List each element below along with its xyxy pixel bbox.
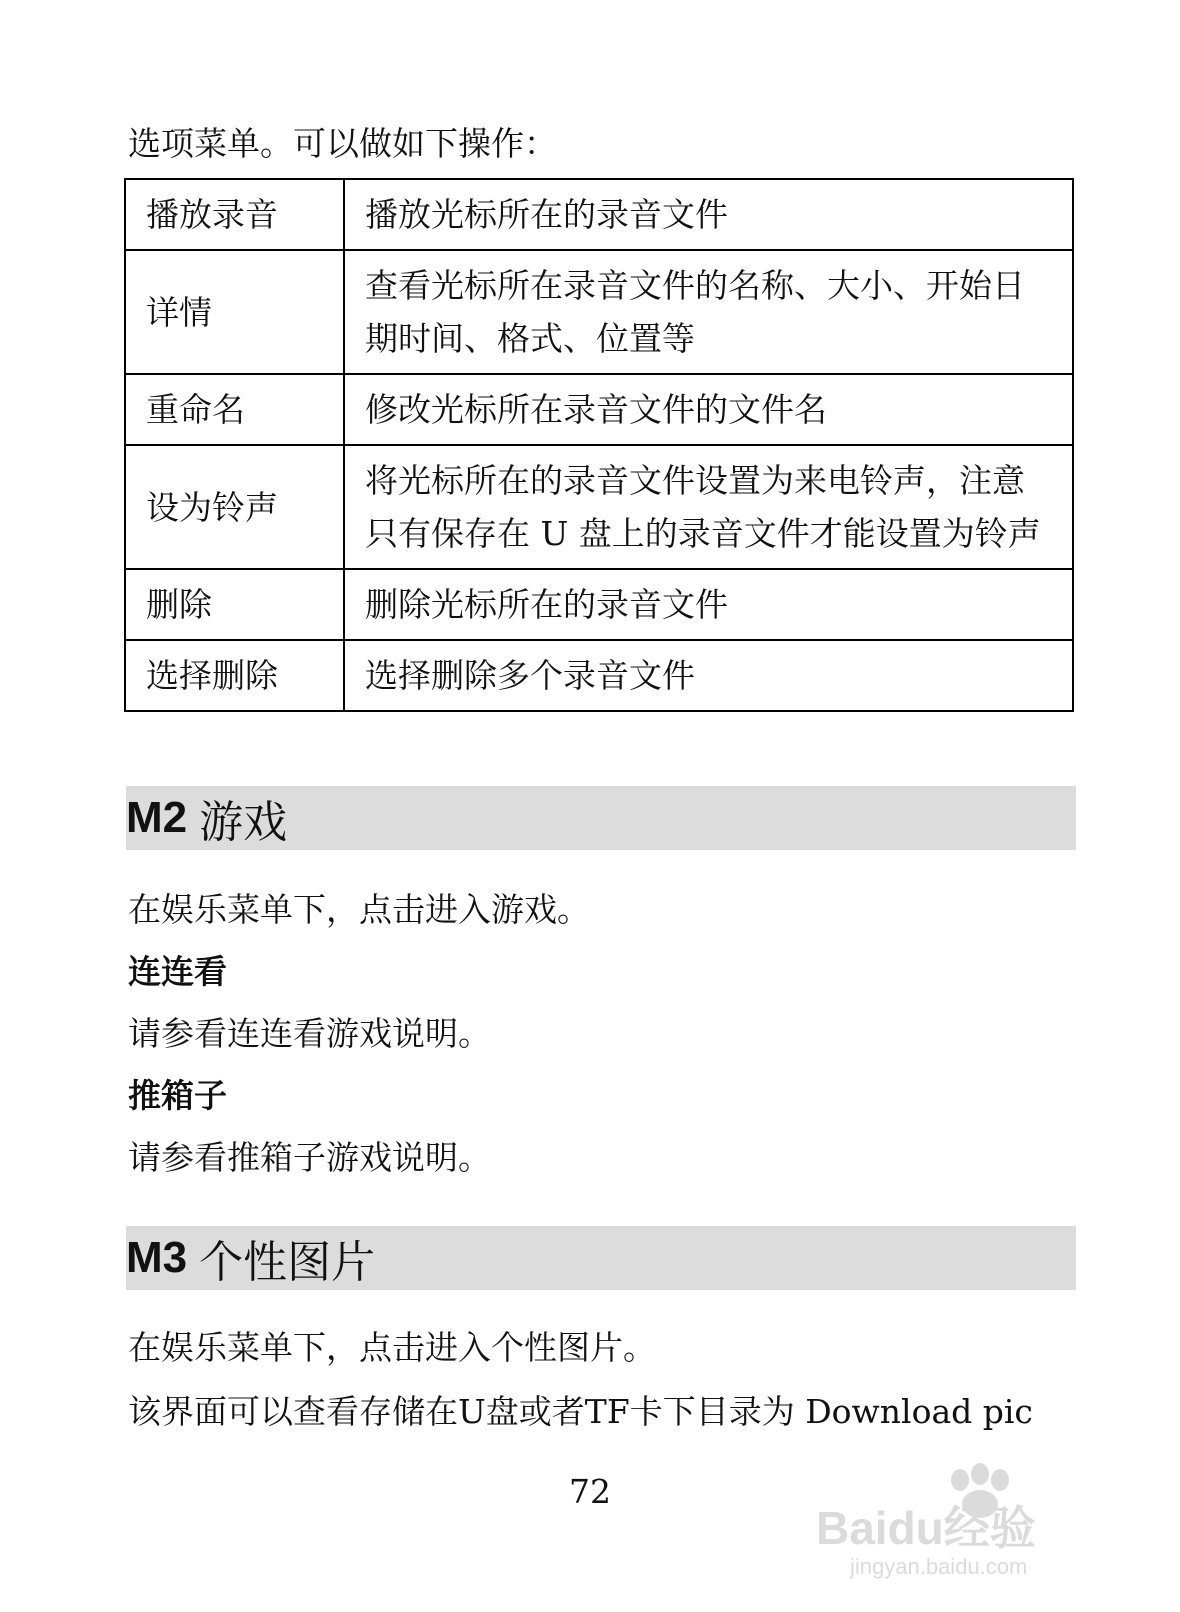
svg-text:jingyan.baidu.com: jingyan.baidu.com: [850, 1554, 1028, 1579]
section-title: 个性图片: [199, 1237, 376, 1288]
paragraph: 请参看连连看游戏说明。: [128, 1014, 491, 1053]
subheading: 推箱子: [128, 1076, 227, 1115]
paragraph: 该界面可以查看存储在U盘或者TF卡下目录为 Download pic: [128, 1392, 1033, 1431]
table-row: [125, 569, 1073, 640]
paragraph: 在娱乐菜单下，点击进入个性图片。: [128, 1328, 656, 1367]
options-table: [124, 178, 1074, 712]
option-description: 查看光标所在录音文件的名称、大小、开始日期时间、格式、位置等: [344, 250, 1073, 374]
option-description: 将光标所在的录音文件设置为来电铃声，注意只有保存在 U 盘上的录音文件才能设置为铃声: [344, 445, 1073, 569]
section-heading-m2: [126, 786, 1076, 850]
page-number: 72: [569, 1472, 611, 1511]
option-action: 选择删除: [125, 640, 344, 711]
option-action: 删除: [125, 569, 344, 640]
paragraph: 请参看推箱子游戏说明。: [128, 1138, 491, 1177]
paragraph: 在娱乐菜单下，点击进入游戏。: [128, 890, 590, 929]
option-action: 设为铃声: [125, 445, 344, 569]
table-row: [125, 445, 1073, 569]
table-row: [125, 250, 1073, 374]
section-code: M3: [126, 1233, 188, 1282]
subheading: 连连看: [128, 952, 227, 991]
option-description: 删除光标所在的录音文件: [344, 569, 1073, 640]
option-action: 重命名: [125, 374, 344, 445]
intro-text: 选项菜单。可以做如下操作：: [128, 124, 557, 163]
baidu-watermark-logo: [810, 1452, 1090, 1582]
section-heading-m3: [126, 1226, 1076, 1290]
table-row: [125, 179, 1073, 250]
option-description: 修改光标所在录音文件的文件名: [344, 374, 1073, 445]
section-title: 游戏: [199, 797, 288, 848]
option-description: 播放光标所在的录音文件: [344, 179, 1073, 250]
option-description: 选择删除多个录音文件: [344, 640, 1073, 711]
option-action: 详情: [125, 250, 344, 374]
table-row: [125, 374, 1073, 445]
section-code: M2: [126, 793, 188, 842]
option-action: 播放录音: [125, 179, 344, 250]
svg-text:Baidu经验: Baidu经验: [816, 1502, 1036, 1554]
table-row: [125, 640, 1073, 711]
